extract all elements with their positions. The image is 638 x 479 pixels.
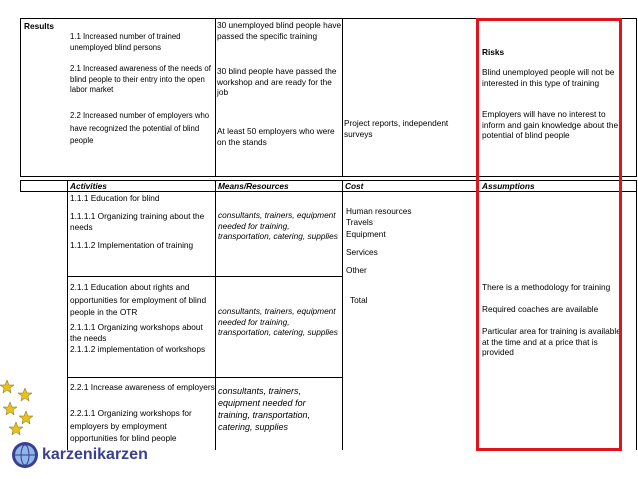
star-icon — [3, 402, 17, 415]
header-assumptions: Assumptions — [482, 181, 535, 191]
assumption-item: Required coaches are available — [482, 304, 599, 314]
star-icon — [9, 422, 23, 435]
result-item: 2.2 Increased number of employers who have recognized the potential of blind people — [70, 111, 210, 145]
cost-item: Human resources — [346, 206, 412, 216]
cost-item: Other — [346, 265, 367, 275]
risks-highlight-box — [476, 18, 622, 451]
results-label: Results — [24, 21, 54, 31]
assumption-item: Particular area for training is available at the time and at a price that is provided — [482, 326, 621, 357]
result-indicator: 30 blind people have passed the workshop and are ready for the job — [217, 66, 337, 97]
activity-line: 1.1.1 Education for blind — [70, 193, 160, 203]
activity-line: 2.2.1.1 Organizing workshops for employers by employment opportunities for blind people — [70, 408, 192, 443]
star-icon — [0, 380, 14, 393]
logo-text: karzenikarzen — [42, 446, 148, 463]
cost-item: Travels — [346, 217, 373, 227]
means-resources: consultants, trainers, equipment needed for training, transportation, catering, supplies — [218, 306, 338, 337]
activity-line: 1.1.1.2 Implementation of training — [70, 240, 194, 250]
means-resources: consultants, trainers, equipment needed for training, transportation, catering, supplies — [218, 386, 311, 432]
activity-line: 2.1.1.1 Organizing workshops about the needs — [70, 322, 203, 343]
header-activities: Activities — [70, 181, 107, 191]
activity-line: 1.1.1.1 Organizing training about the needs — [70, 211, 205, 232]
activity-line: 2.2.1 Increase awareness of employers — [70, 382, 215, 392]
cost-item: Equipment — [346, 229, 386, 239]
risk-item: Employers will have no interest to inform and gain knowledge about the potential of blind people — [482, 109, 619, 140]
star-icon — [18, 388, 32, 401]
risk-item: Blind unemployed people will not be interested in this type of training — [482, 67, 615, 88]
star-icon — [19, 411, 33, 424]
result-item: 2.1 Increased awareness of the needs of blind people to their entry into the open labor market — [70, 64, 211, 94]
activity-line: 2.1.1.2 implementation of workshops — [70, 344, 206, 354]
globe-icon — [10, 440, 40, 470]
risks-title: Risks — [482, 47, 505, 57]
header-means: Means/Resources — [218, 181, 289, 191]
assumption-item: There is a methodology for training — [482, 282, 611, 292]
cost-total: Total — [350, 295, 368, 305]
result-indicator: 30 unemployed blind people have passed the specific training — [217, 20, 342, 41]
stars-decoration — [0, 378, 48, 440]
means-resources: consultants, trainers, equipment needed for training, transportation, catering, supplies — [218, 210, 338, 241]
result-indicator: At least 50 employers who were on the stands — [217, 126, 335, 147]
result-item: 1.1 Increased number of trained unemployed blind persons — [70, 32, 181, 52]
cost-item: Services — [346, 247, 378, 257]
header-cost: Cost — [345, 181, 364, 191]
verification-sources: Project reports, independent surveys — [344, 118, 449, 139]
activity-line: 2.1.1 Education about rights and opportunities for employment of blind people in the OTR — [70, 282, 207, 317]
